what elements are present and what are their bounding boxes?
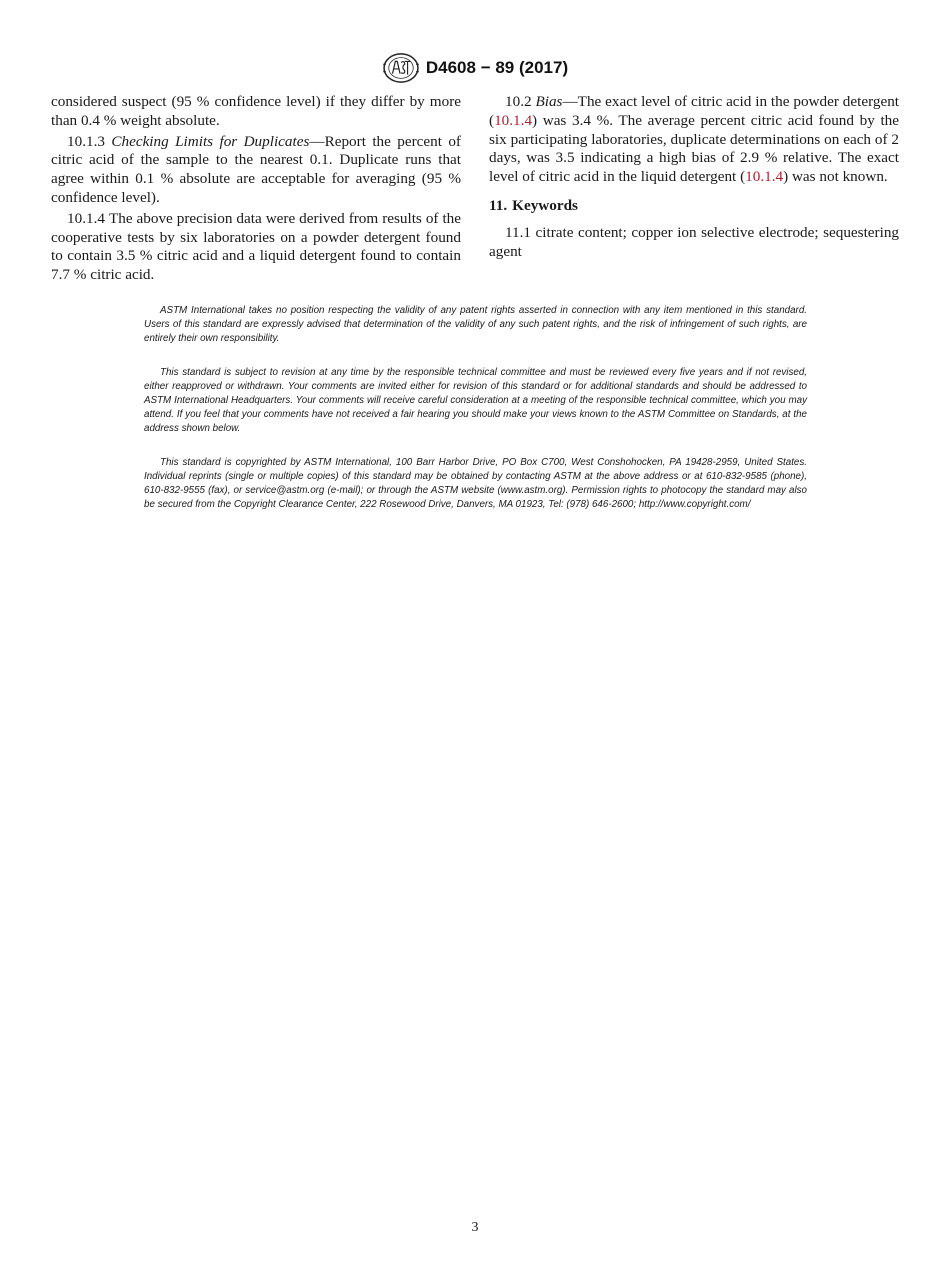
patent-notice: ASTM International takes no position respecting the validity of any patent rights asserted in connection with any item mentioned in this standard. Users of this standard are expressly advised that determination of the validity of any such patent rights, and the risk of infringement of such rights, are entirely their own responsibility. [144,305,807,344]
page-header [0,52,950,84]
section-text: ) was not known. [783,168,888,186]
heading-number: 11. [489,196,508,214]
section-number: 10.1.3 [67,132,105,150]
section-text: The above precision data were derived from results of the cooperative tests by six laboratories on a powder detergent found to contain 3.5 % citric acid and a liquid detergent found to contain 7.7 % citric acid. [51,209,461,284]
astm-logo-icon [382,52,420,84]
section-title: Checking Limits for Duplicates [111,132,310,150]
document-designation: D4608 − 89 (2017) [425,58,569,77]
paragraph-continuation: considered suspect (95 % confidence level) if they differ by more than 0.4 % weight absolute. [51,93,461,129]
section-heading-keywords [489,197,899,216]
section-text: —Report the percent of citric acid of the sample to the nearest 0.1. Duplicate runs that agree within 0.1 % absolute are acceptable for averaging (95 % confidence level). [51,132,461,206]
section-number: 11.1 [505,223,532,241]
section-text: —The exact level of citric acid in the powder detergent ( [489,93,900,129]
legal-notices [144,304,807,533]
section-title: Bias [535,93,563,110]
revision-notice: This standard is subject to revision at any time by the responsible technical committee and must be reviewed every five years and if not revised, either reapproved or withdrawn. Your comments are invited either for revision of this standard or for additional standards and should be addressed to ASTM International Headquarters. Your comments will receive careful consideration at a meeting of the responsible technical committee, which you may attend. If you feel that your comments have not received a fair hearing you should make your views known to the ASTM Committee on Standards, at the address shown below. [144,367,807,434]
paragraph-10-1-3 [51,133,461,208]
right-column [489,93,899,263]
paragraph-11-1 [489,224,899,262]
section-number: 10.1.4 [67,209,105,227]
left-column [51,93,461,287]
paragraph-10-1-4 [51,210,461,285]
paragraph-10-2 [489,93,899,187]
page-number: 3 [471,1220,479,1235]
section-number: 10.2 [505,93,532,110]
heading-title: Keywords [512,196,578,214]
cross-reference-link[interactable]: 10.1.4 [745,168,784,186]
section-text: citrate content; copper ion selective electrode; sequestering agent [489,223,900,260]
cross-reference-link[interactable]: 10.1.4 [494,111,533,129]
copyright-notice: This standard is copyrighted by ASTM International, 100 Barr Harbor Drive, PO Box C700, West Conshohocken, PA 19428-2959, United States. Individual reprints (single or multiple copies) of this standard may be obtained by contacting ASTM at the above address or at 610-832-9585 (phone), 610-832-9555 (fax), or service@astm.org (e-mail); or through the ASTM website (www.astm.org). Permission rights to photocopy the standard may also be secured from the Copyright Clearance Center, 222 Rosewood Drive, Danvers, MA 01923, Tel: (978) 646-2600; http://www.copyright.com/ [144,457,807,510]
section-text: ) was 3.4 %. The average percent citric acid found by the six participating laboratories, duplicate determinations on each of 2 days, was 3.5 indicating a high bias of 2.9 % relative. The exact level of citric acid in the liquid detergent ( [489,111,899,186]
